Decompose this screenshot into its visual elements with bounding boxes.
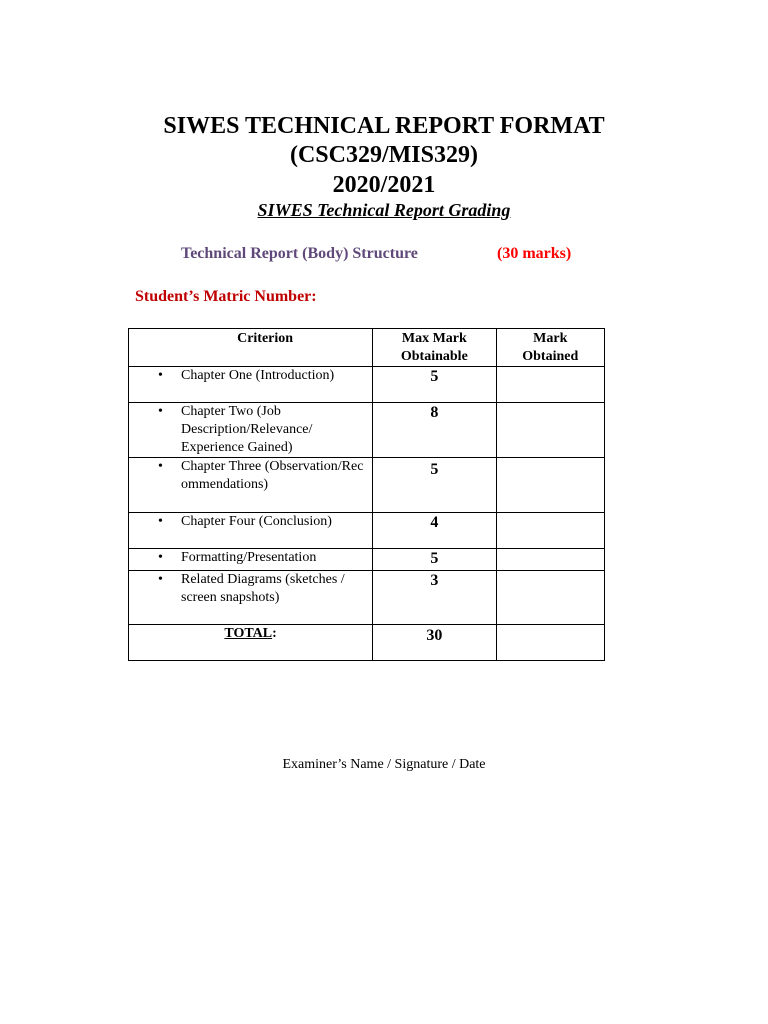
max-mark-cell: 8 <box>373 403 496 458</box>
total-max-cell: 30 <box>373 625 496 661</box>
mark-obtained-header: Mark Obtained <box>496 329 605 367</box>
criterion-cell: • Chapter Four (Conclusion) <box>129 513 373 549</box>
total-label-cell: TOTAL: <box>129 625 373 661</box>
matric-number-label: Student’s Matric Number: <box>135 288 317 305</box>
bullet-icon: • <box>158 368 163 383</box>
bullet-icon: • <box>158 550 163 565</box>
max-mark-cell: 4 <box>373 513 496 549</box>
grading-table <box>128 328 605 661</box>
section-marks: (30 marks) <box>497 245 572 262</box>
max-mark-cell: 5 <box>373 549 496 571</box>
criterion-cell: • Chapter Three (Observation/Recommendations) <box>129 458 373 513</box>
report-title-line-3: 2020/2021 <box>332 172 436 198</box>
mark-obtained-cell[interactable] <box>496 367 605 403</box>
table-row <box>129 549 605 571</box>
mark-obtained-cell[interactable] <box>496 549 605 571</box>
criterion-cell: • Related Diagrams (sketches / screen snapshots) <box>129 571 373 625</box>
table-row <box>129 458 605 513</box>
max-mark-cell: 5 <box>373 367 496 403</box>
bullet-icon: • <box>158 459 163 474</box>
mark-obtained-cell[interactable] <box>496 403 605 458</box>
criterion-header: Criterion <box>129 329 373 367</box>
examiner-signature-line: Examiner’s Name / Signature / Date <box>282 757 486 772</box>
bullet-icon: • <box>158 572 163 587</box>
bullet-icon: • <box>158 404 163 419</box>
grading-subtitle: SIWES Technical Report Grading <box>257 200 511 220</box>
table-row <box>129 367 605 403</box>
report-title-line-2: (CSC329/MIS329) <box>289 142 478 168</box>
table-total-row <box>129 625 605 661</box>
section-label: Technical Report (Body) Structure <box>181 245 418 262</box>
mark-obtained-cell[interactable] <box>496 571 605 625</box>
table-header-row <box>129 329 605 367</box>
bullet-icon: • <box>158 514 163 529</box>
mark-obtained-cell[interactable] <box>496 513 605 549</box>
criterion-cell: • Chapter One (Introduction) <box>129 367 373 403</box>
criterion-cell: • Chapter Two (Job Description/Relevance/ Experience Gained) <box>129 403 373 458</box>
table-row <box>129 403 605 458</box>
report-title-line-1: SIWES TECHNICAL REPORT FORMAT <box>163 113 605 139</box>
table-row <box>129 571 605 625</box>
max-mark-cell: 3 <box>373 571 496 625</box>
max-mark-header: Max Mark Obtainable <box>373 329 496 367</box>
total-label: TOTAL <box>224 626 273 641</box>
mark-obtained-cell[interactable] <box>496 458 605 513</box>
total-obtained-cell[interactable] <box>496 625 605 661</box>
max-mark-cell: 5 <box>373 458 496 513</box>
table-row <box>129 513 605 549</box>
criterion-cell: • Formatting/Presentation <box>129 549 373 571</box>
